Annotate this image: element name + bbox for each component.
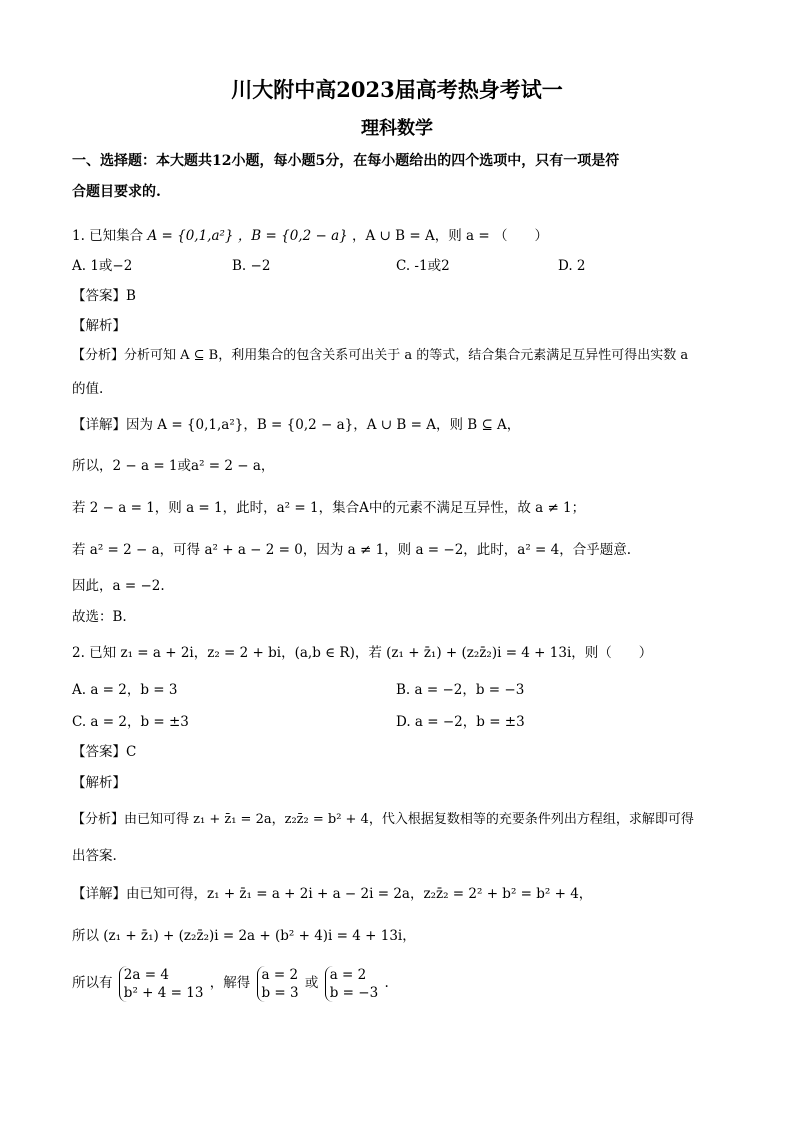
q1-number: 1. 已知集合 — [72, 228, 144, 244]
q1-set-a: A = {0,1,a²} — [147, 228, 234, 244]
system2-eq2: b = 3 — [261, 984, 299, 1001]
equation-system-1 — [119, 966, 204, 1002]
q1-stem — [72, 226, 548, 246]
equation-system-3 — [325, 966, 378, 1002]
q1-analysis-line2: 的值. — [72, 381, 104, 397]
q2-analysis-line1: 【分析】由已知可得 z₁ + z̄₁ = 2a，z₂z̄₂ = b² + 4，代入根据复数相等的充要条件列出方程组，求解即可得 — [72, 812, 694, 827]
q1-detail-line2: 所以，2 − a = 1或a² = 2 − a， — [72, 458, 275, 474]
q1-detail-line1: 【详解】因为 A = {0,1,a²}，B = {0,2 − a}，A ∪ B = A，则 B ⊆ A， — [72, 417, 521, 433]
q1-analysis-line1: 【分析】分析可知 A ⊆ B，利用集合的包含关系可出关于 a 的等式，结合集合元素满足互异性可得出实数 a — [72, 348, 689, 363]
q2-answer: 【答案】C — [72, 744, 137, 760]
system1-eq2: b² + 4 = 13 — [123, 984, 204, 1001]
q1-detail-line4: 若 a² = 2 − a，可得 a² + a − 2 = 0，因为 a ≠ 1，则 a = −2，此时，a² = 4，合乎题意. — [72, 542, 632, 558]
page-title: 川大附中高2023届高考热身考试一 — [231, 77, 563, 102]
q2-option-c: C. a = 2，b = ±3 — [72, 714, 189, 730]
system1-eq1: 2a = 4 — [123, 966, 169, 983]
q2-detail3-mid: ，解得 — [209, 975, 251, 991]
q2-option-a: A. a = 2，b = 3 — [72, 682, 178, 698]
q2-detail-line2: 所以 (z₁ + z̄₁) + (z₂z̄₂)i = 2a + (b² + 4)i = 4 + 13i， — [72, 928, 416, 944]
page-subtitle: 理科数学 — [361, 118, 433, 139]
q1-option-a: A. 1或−2 — [72, 258, 133, 274]
q2-detail3-prefix: 所以有 — [72, 975, 113, 991]
q1-option-c: C. -1或2 — [396, 258, 450, 274]
section-heading-line2: 合题目要求的. — [72, 184, 161, 200]
q1-detail-line3: 若 2 − a = 1，则 a = 1，此时，a² = 1，集合A中的元素不满足互异性，故 a ≠ 1； — [72, 500, 586, 516]
q1-jiexi-heading: 【解析】 — [72, 318, 126, 334]
q2-option-d: D. a = −2，b = ±3 — [396, 714, 525, 730]
q1-detail-line6: 故选：B. — [72, 609, 127, 625]
system3-eq2: b = −3 — [329, 984, 379, 1001]
equation-system-2 — [257, 966, 299, 1002]
q1-set-b: ，B = {0,2 − a} — [237, 228, 348, 244]
q2-detail-line3 — [72, 962, 389, 1006]
q1-option-d: D. 2 — [558, 258, 586, 274]
q2-stem: 2. 已知 z₁ = a + 2i，z₂ = 2 + bi，(a,b ∈ R)，若 (z₁ + z̄₁) + (z₂z̄₂)i = 4 + 13i，则（ ） — [72, 645, 653, 661]
q2-analysis-line2: 出答案. — [72, 848, 117, 864]
q1-detail-line5: 因此，a = −2. — [72, 578, 165, 594]
q1-option-b: B. −2 — [232, 258, 271, 274]
q2-detail3-or: 或 — [304, 975, 319, 991]
q2-detail-line1: 【详解】由已知可得，z₁ + z̄₁ = a + 2i + a − 2i = 2a，z₂z̄₂ = 2² + b² = b² + 4， — [72, 886, 593, 902]
system2-eq1: a = 2 — [261, 966, 299, 983]
q1-answer: 【答案】B — [72, 288, 136, 304]
q2-detail3-end: . — [384, 975, 389, 991]
q1-union: ，A ∪ B = A，则 a = （ ） — [352, 228, 548, 244]
system3-eq1: a = 2 — [329, 966, 367, 983]
section-heading-line1: 一、选择题：本大题共12小题，每小题5分，在每小题给出的四个选项中，只有一项是符 — [72, 153, 620, 169]
q2-jiexi-heading: 【解析】 — [72, 775, 126, 791]
q2-option-b: B. a = −2，b = −3 — [396, 682, 525, 698]
